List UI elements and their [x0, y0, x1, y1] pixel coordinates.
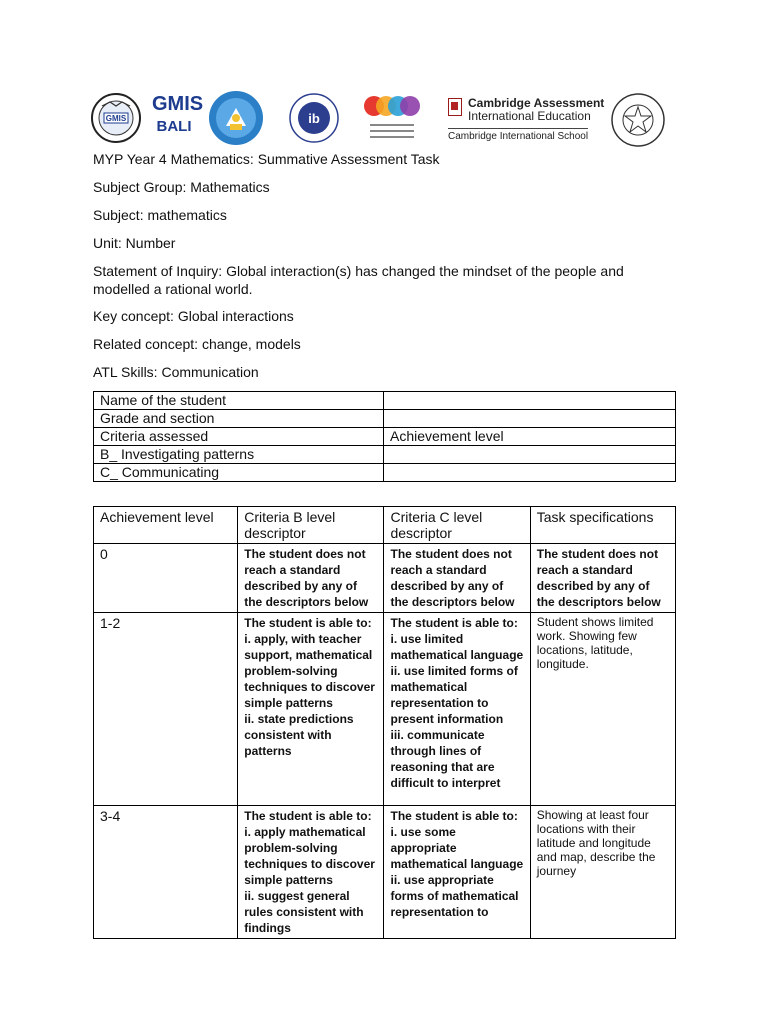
column-header: Criteria B level descriptor	[238, 507, 384, 544]
criteria-b-descriptor: The student is able to: i. apply, with teacher support, mathematical problem-solving techniques to discover simple patterns ii. state predictions consistent with patterns	[238, 613, 384, 806]
grade-section-field[interactable]	[384, 410, 676, 428]
student-name-field[interactable]	[384, 392, 676, 410]
achievement-level-cell: 3-4	[94, 806, 238, 939]
cambridge-shield-icon	[448, 98, 462, 116]
board-secondary-education-logo	[610, 92, 666, 153]
gmis-seal-logo	[90, 92, 142, 149]
table-cell: Achievement level	[384, 428, 676, 446]
criteria-b-descriptor: The student does not reach a standard described by any of the descriptors below	[238, 544, 384, 613]
student-info-table	[93, 391, 676, 482]
gmis-bali-logo	[152, 93, 204, 135]
table-row	[94, 446, 676, 464]
table-row	[94, 428, 676, 446]
criteria-c-descriptor: The student is able to: i. use some appropriate mathematical language ii. use appropriate forms of mathematical representation to	[384, 806, 530, 939]
cambridge-line2: International Education	[468, 109, 591, 123]
column-header: Criteria C level descriptor	[384, 507, 530, 544]
page-title: MYP Year 4 Mathematics: Summative Assessment Task	[93, 151, 440, 167]
logo-strip	[88, 86, 688, 152]
cambridge-line3: Cambridge International School	[448, 128, 588, 142]
table-cell: C_ Communicating	[94, 464, 384, 482]
table-header-row	[94, 507, 676, 544]
ib-continuum-logo	[360, 90, 424, 155]
table-cell: Grade and section	[94, 410, 384, 428]
gmis-seal-text: GMIS	[105, 114, 127, 123]
subject-group: Subject Group: Mathematics	[93, 179, 270, 195]
table-cell: B_ Investigating patterns	[94, 446, 384, 464]
gmis-logo-text: GMIS	[152, 93, 204, 115]
criteria-b-level-field[interactable]	[384, 446, 676, 464]
key-concept: Key concept: Global interactions	[93, 308, 294, 324]
criteria-c-level-field[interactable]	[384, 464, 676, 482]
table-row	[94, 392, 676, 410]
task-specification: Student shows limited work. Showing few locations, latitude, longitude.	[530, 613, 675, 806]
ib-world-school-logo	[286, 92, 342, 149]
table-row	[94, 544, 676, 613]
unit: Unit: Number	[93, 235, 176, 251]
cambridge-line1: Cambridge Assessment	[468, 96, 605, 110]
svg-text:ib: ib	[308, 111, 320, 126]
table-cell: Criteria assessed	[94, 428, 384, 446]
table-cell: Name of the student	[94, 392, 384, 410]
criteria-c-descriptor: The student is able to: i. use limited mathematical language ii. use limited forms of mathematical representation to present information iii. communicate through lines of reasoning that are difficult to interpret	[384, 613, 530, 806]
criteria-c-descriptor: The student does not reach a standard described by any of the descriptors below	[384, 544, 530, 613]
task-specification: Showing at least four locations with their latitude and longitude and map, describe the journey	[530, 806, 675, 939]
table-row	[94, 410, 676, 428]
bali-logo-text: BALI	[156, 118, 192, 135]
subject: Subject: mathematics	[93, 207, 227, 223]
table-row	[94, 464, 676, 482]
task-specification: The student does not reach a standard described by any of the descriptors below	[530, 544, 675, 613]
statement-of-inquiry: Statement of Inquiry: Global interaction(s) has changed the mindset of the people and modelled a rational world.	[93, 263, 624, 297]
rubric-table	[93, 506, 676, 939]
criteria-b-descriptor: The student is able to: i. apply mathematical problem-solving techniques to discover simple patterns ii. suggest general rules consistent with findings	[238, 806, 384, 939]
table-row	[94, 613, 676, 806]
achievement-level-cell: 1-2	[94, 613, 238, 806]
ministry-education-logo	[208, 90, 264, 151]
table-row	[94, 806, 676, 939]
column-header: Achievement level	[94, 507, 238, 544]
column-header: Task specifications	[530, 507, 675, 544]
related-concept: Related concept: change, models	[93, 336, 301, 352]
atl-skills: ATL Skills: Communication	[93, 364, 259, 380]
achievement-level-cell: 0	[94, 544, 238, 613]
